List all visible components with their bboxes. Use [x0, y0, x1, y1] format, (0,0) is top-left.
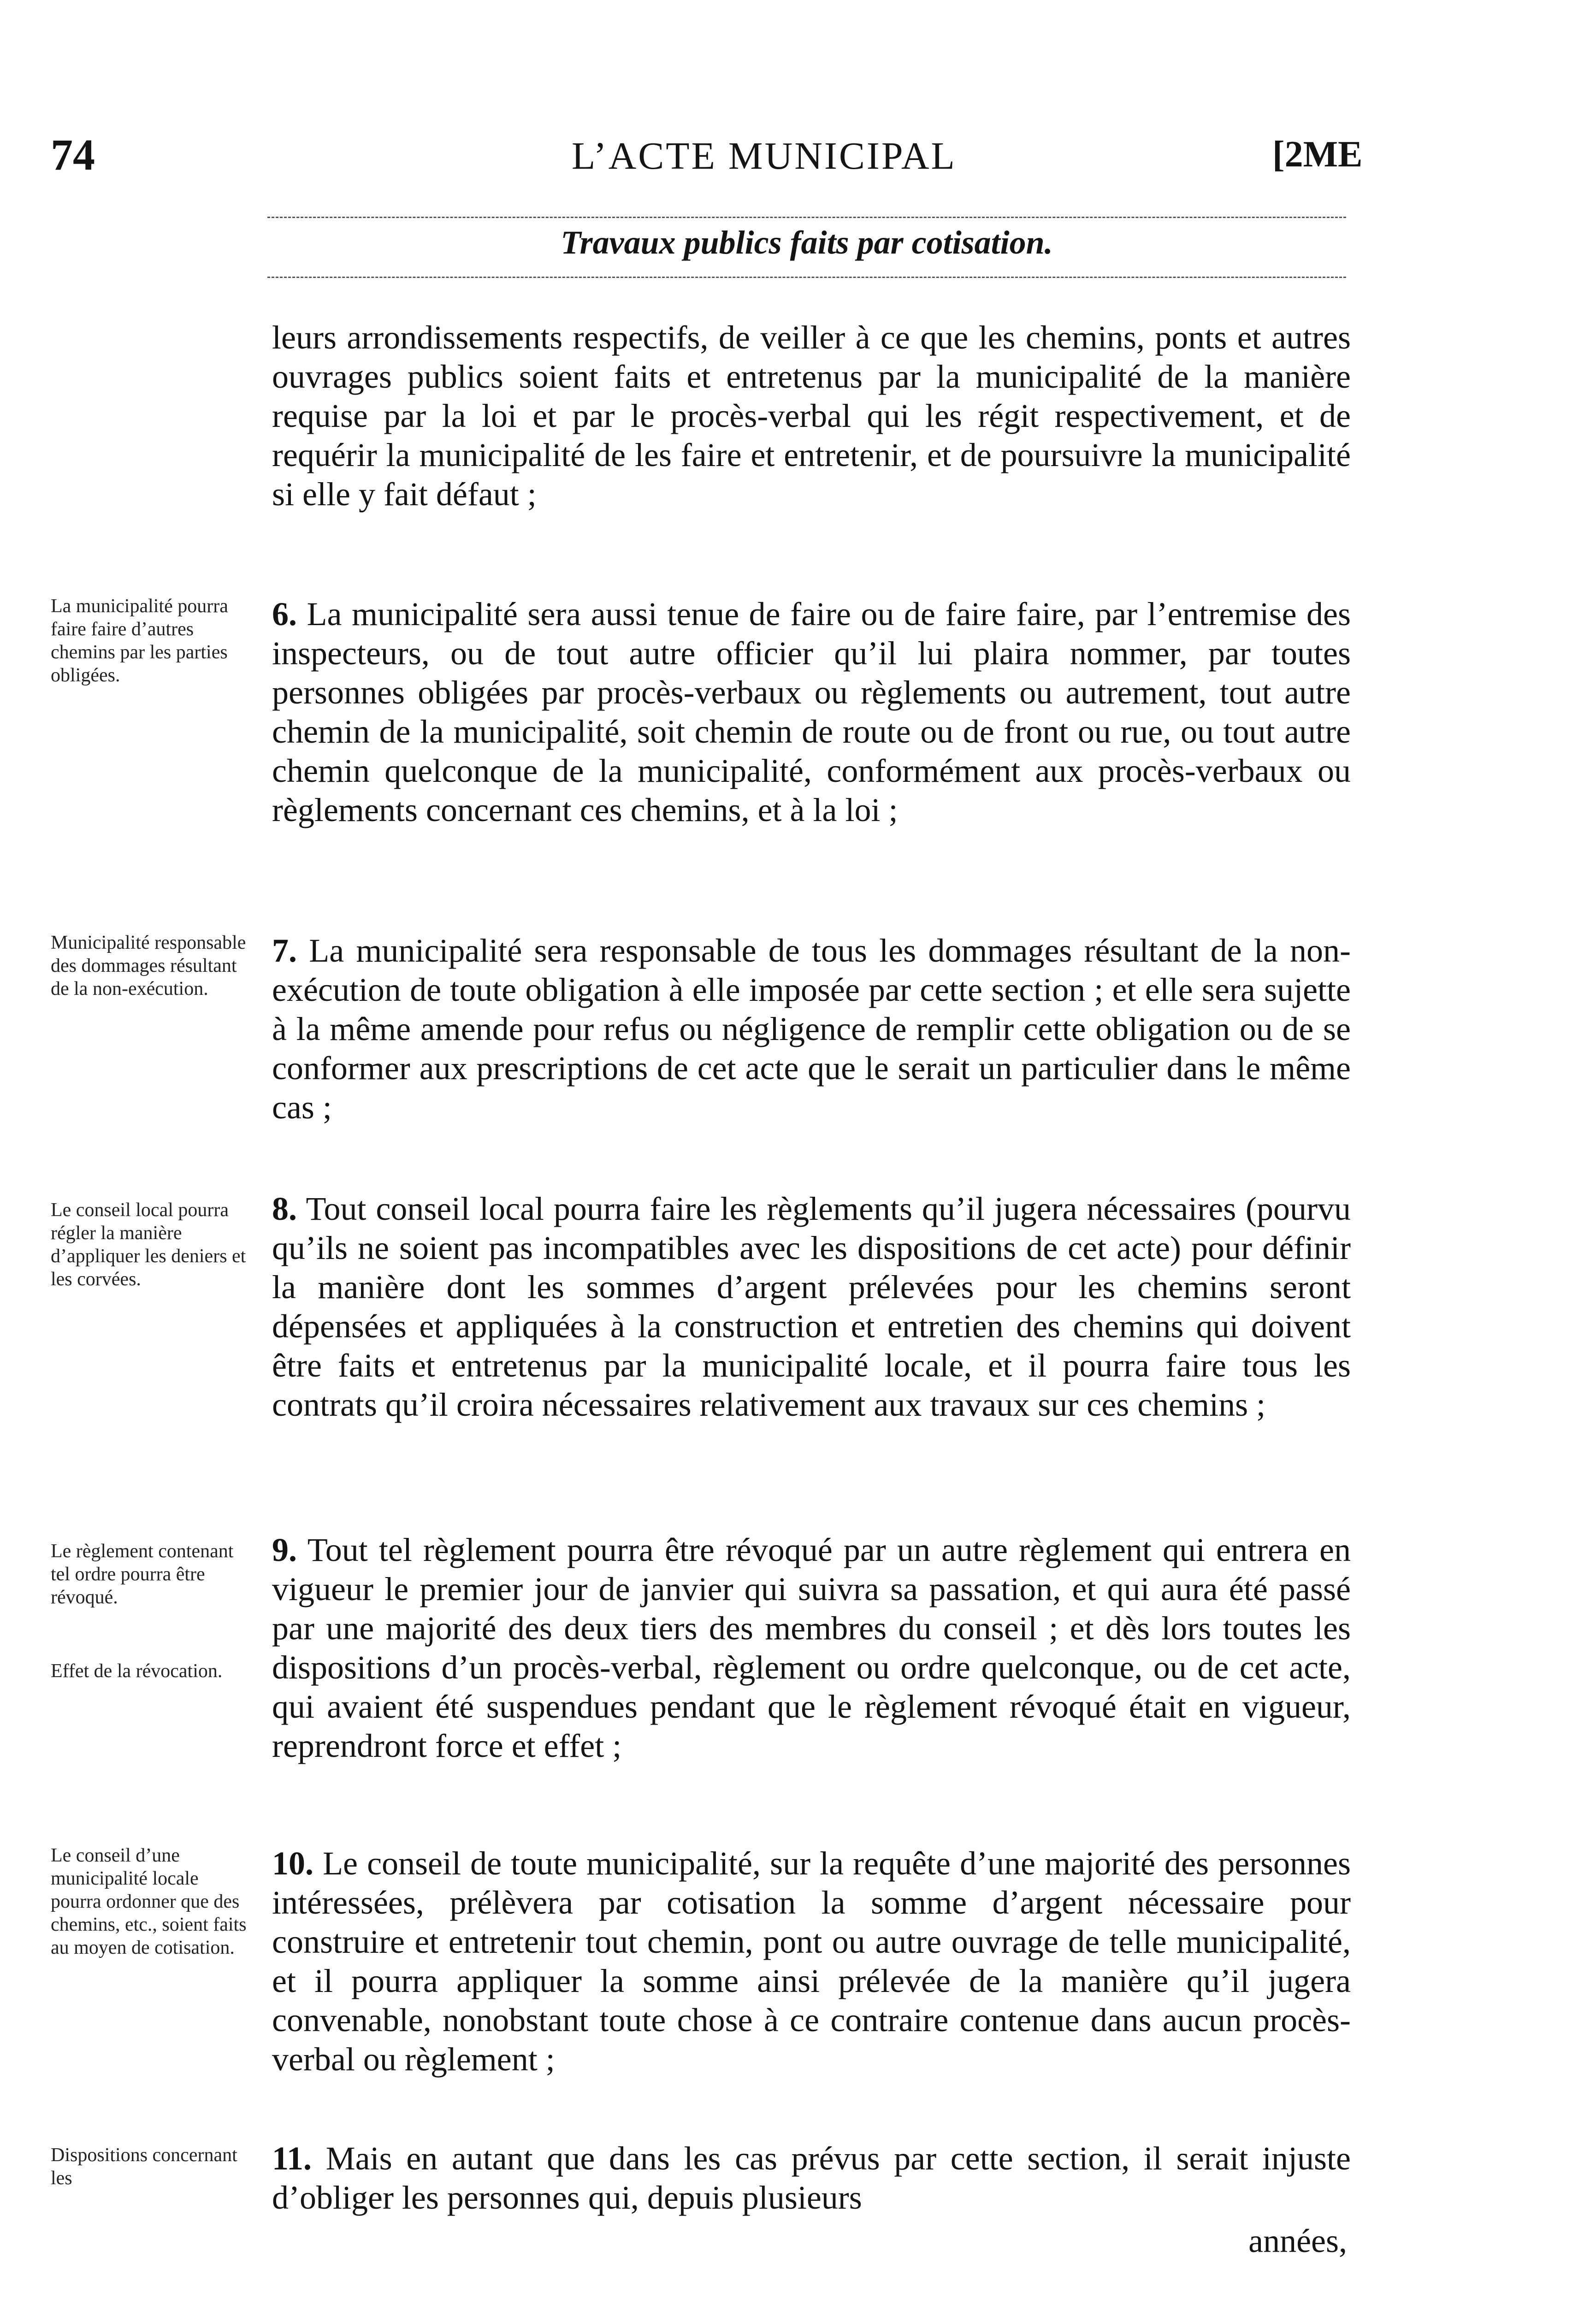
margin-note-11: Dispositions concernant les	[51, 2145, 237, 2189]
running-title: L’ACTE MUNICIPAL	[572, 135, 957, 177]
paragraph-number: 11.	[272, 2140, 312, 2177]
paragraph-text: La municipalité sera responsable de tous les dommages résultant de la non-exécution de toute obligation à elle imposée par cette section ; et elle sera sujette à la même amende pour refus ou négligence de remplir cette obligation ou de se conformer aux prescriptions de cet acte que le serait un particulier dans le même cas ;	[272, 932, 1351, 1126]
page-header	[51, 129, 1363, 180]
section-subtitle: Travaux publics faits par cotisation.	[561, 224, 1053, 261]
paragraph-text: Tout tel règlement pourra être révoqué par un autre règlement qui entrera en vigueur le premier jour de janvier qui suivra sa passation, et qui aura été passé par une majorité des deux tiers des membres du conseil ; et dès lors toutes les dispositions d’un procès-verbal, règlement ou ordre quelconque, ou de cet acte, qui avaient été suspendues pendant que le règlement révoqué était en vigueur, reprendront force et effet ;	[272, 1531, 1351, 1764]
paragraph-11	[272, 2139, 1351, 2217]
margin-note-10: Le conseil d’une municipalité locale pourra ordonner que des chemins, etc., soient faits au moyen de cotisation.	[51, 1845, 247, 1958]
paragraph-text: La municipalité sera aussi tenue de faire ou de faire faire, par l’entremise des inspecteurs, ou de tout autre officier qu’il lui plaira nommer, par toutes personnes obligées par procès-verbaux ou règlements ou autrement, tout autre chemin de la municipalité, soit chemin de route ou de front ou rue, ou tout autre chemin quelconque de la municipalité, conformément aux procès-verbaux ou règlements concernant ces chemins, et à la loi ;	[272, 596, 1351, 828]
margin-note-9b: Effet de la révocation.	[51, 1661, 223, 1682]
page-number: 74	[51, 130, 95, 179]
margin-note-9: Le règlement contenant tel ordre pourra être révoqué.	[51, 1541, 234, 1608]
paragraph-8	[272, 1189, 1351, 1424]
paragraph-number: 6.	[272, 596, 297, 632]
paragraph-number: 8.	[272, 1190, 297, 1227]
section-reference: [2ME	[1272, 134, 1363, 175]
paragraph-text: leurs arrondissements respectifs, de veiller à ce que les chemins, ponts et autres ouvrages publics soient faits et entretenus par la municipalité de la manière requise par la loi et par le procès-verbal qui les régit respectivement, et de requérir la municipalité de les faire et entretenir, et de poursuivre la municipalité si elle y fait défaut ;	[272, 319, 1351, 513]
margin-note-7: Municipalité responsable des dommages résultant de la non-exécution.	[51, 932, 246, 999]
paragraph-10	[272, 1844, 1351, 2079]
top-rule	[267, 217, 1346, 218]
paragraph-number: 7.	[272, 932, 297, 969]
bottom-rule	[267, 277, 1346, 278]
paragraph-text: Tout conseil local pourra faire les règlements qu’il jugera nécessaires (pourvu qu’ils ne soient pas incompatibles avec les dispositions de cet acte) pour définir la manière dont les sommes d’argent prélevées pour les chemins seront dépensées et appliquées à la construction et entretien des chemins qui doivent être faits et entretenus par la municipalité locale, et il pourra faire tous les contrats qu’il croira nécessaires relativement aux travaux sur ces chemins ;	[272, 1190, 1351, 1423]
paragraph-text: Mais en autant que dans les cas prévus par cette section, il serait injuste d’obliger les personnes qui, depuis plusieurs	[272, 2140, 1351, 2216]
margin-note-8: Le conseil local pourra régler la manière d’appliquer les deniers et les corvées.	[51, 1200, 246, 1290]
paragraph-number: 9.	[272, 1531, 297, 1568]
paragraph-intro	[272, 318, 1351, 514]
paragraph-text: Le conseil de toute municipalité, sur la requête d’une majorité des personnes intéressées, prélèvera par cotisation la somme d’argent nécessaire pour construire et entretenir tout chemin, pont ou autre ouvrage de telle municipalité, et il pourra appliquer la somme ainsi prélevée de la manière qu’il jugera convenable, nonobstant toute chose à ce contraire contenue dans aucun procès-verbal ou règlement ;	[272, 1845, 1351, 2078]
paragraph-9	[272, 1531, 1351, 1766]
paragraph-6	[272, 595, 1351, 830]
paragraph-number: 10.	[272, 1845, 313, 1882]
margin-note-6: La municipalité pourra faire faire d’autres chemins par les parties obligées.	[51, 596, 228, 686]
catchword: années,	[1248, 2222, 1347, 2259]
paragraph-7	[272, 931, 1351, 1127]
